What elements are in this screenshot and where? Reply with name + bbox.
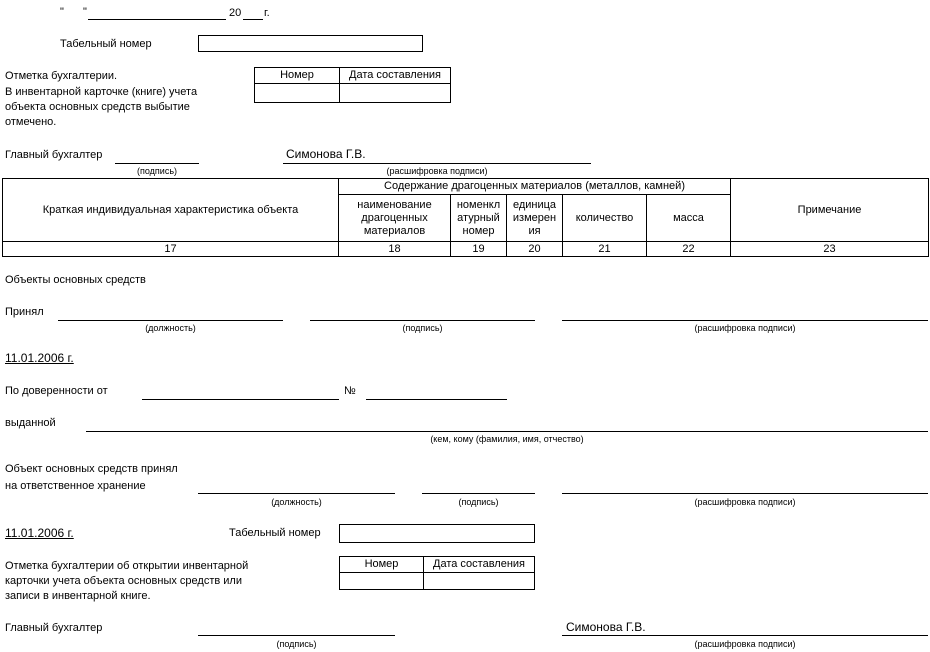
col-unit-line-2: измерен <box>512 211 557 224</box>
date-quote-open: " <box>60 6 64 18</box>
col-number-20: 20 <box>507 242 563 257</box>
custody-signature-line[interactable] <box>422 493 535 494</box>
accounting-mark-line-3: объекта основных средств выбытие <box>5 101 190 113</box>
date-quote-close: " <box>83 6 87 18</box>
col-nomencl-line-1: номенкл <box>456 198 501 211</box>
custody-decode-line[interactable] <box>562 493 928 494</box>
proxy-number-sign: № <box>344 385 356 397</box>
decode-caption: (расшифровка подписи) <box>694 497 796 507</box>
date-year-prefix: 20 <box>229 7 242 19</box>
signature-caption: (подпись) <box>136 166 178 176</box>
col-unit-line-3: ия <box>528 224 541 237</box>
col-unit-line-1: единица <box>512 198 557 211</box>
col-name-header <box>339 195 451 242</box>
custody-date: 11.01.2006 г. <box>5 526 74 540</box>
col-mass-header: масса <box>647 195 731 242</box>
decode-caption: (расшифровка подписи) <box>386 166 488 176</box>
custody-position-line[interactable] <box>198 493 395 494</box>
chief-accountant-decode-line[interactable] <box>283 163 591 164</box>
signature-caption: (подпись) <box>276 639 317 649</box>
accepted-signature-line[interactable] <box>310 320 535 321</box>
chief-accountant-2-name: Симонова Г.В. <box>566 620 646 634</box>
opening-mark-table <box>339 556 535 590</box>
decode-caption: (расшифровка подписи) <box>694 639 796 649</box>
issued-line[interactable] <box>86 431 928 432</box>
col-note-header: Примечание <box>731 179 929 242</box>
accepted-decode-line[interactable] <box>562 320 928 321</box>
header-date: Дата составления <box>340 68 451 84</box>
col-name-line-2: драгоценных <box>361 211 428 224</box>
tab-number-field[interactable] <box>198 35 423 52</box>
precious-materials-table <box>2 178 929 257</box>
issued-caption: (кем, кому (фамилия, имя, отчество) <box>430 434 584 444</box>
proxy-date-line[interactable] <box>142 399 339 400</box>
date-year-line[interactable] <box>243 19 263 20</box>
accepted-label: Принял <box>5 306 44 318</box>
col-nomencl-line-3: номер <box>462 224 495 237</box>
cell-number[interactable] <box>340 573 424 590</box>
chief-accountant-2-label: Главный бухгалтер <box>5 622 103 634</box>
accepted-position-line[interactable] <box>58 320 283 321</box>
cell-date[interactable] <box>340 84 451 103</box>
signature-caption: (подпись) <box>402 323 443 333</box>
cell-number[interactable] <box>255 84 340 103</box>
accounting-mark-line-2: В инвентарной карточке (книге) учета <box>5 86 198 98</box>
custody-line-2: на ответственное хранение <box>5 480 146 492</box>
accounting-mark-table <box>254 67 451 103</box>
position-caption: (должность) <box>145 323 196 333</box>
chief-accountant-2-signature-line[interactable] <box>198 635 395 636</box>
custody-tab-number-field[interactable] <box>339 524 535 543</box>
col-qty-header: количество <box>563 195 647 242</box>
col-number-23: 23 <box>731 242 929 257</box>
col-unit-header <box>507 195 563 242</box>
col-name-line-3: материалов <box>363 224 426 237</box>
chief-accountant-signature-line[interactable] <box>115 163 199 164</box>
group-header: Содержание драгоценных материалов (металлов, камней) <box>339 179 731 195</box>
header-number: Номер <box>255 68 340 84</box>
fixed-assets-title: Объекты основных средств <box>5 274 146 286</box>
issued-label: выданной <box>5 417 56 429</box>
opening-mark-line-2: карточки учета объекта основных средств или <box>5 575 242 587</box>
custody-line-1: Объект основных средств принял <box>5 463 178 475</box>
col-number-17: 17 <box>3 242 339 257</box>
custody-tab-number-label: Табельный номер <box>229 527 321 539</box>
date-day-month-line[interactable] <box>88 19 226 20</box>
col-name-line-1: наименование <box>357 198 432 211</box>
col-number-18: 18 <box>339 242 451 257</box>
col-nomencl-header <box>451 195 507 242</box>
date-year-suffix: г. <box>264 7 270 19</box>
position-caption: (должность) <box>271 497 322 507</box>
accounting-mark-line-1: Отметка бухгалтерии. <box>5 70 118 82</box>
accepted-date: 11.01.2006 г. <box>5 351 74 365</box>
chief-accountant-label: Главный бухгалтер <box>5 149 103 161</box>
col-object-header: Краткая индивидуальная характеристика объекта <box>3 179 339 242</box>
col-number-19: 19 <box>451 242 507 257</box>
decode-caption: (расшифровка подписи) <box>694 323 796 333</box>
accounting-mark-line-4: отмечено. <box>5 116 57 128</box>
proxy-number-line[interactable] <box>366 399 507 400</box>
signature-caption: (подпись) <box>458 497 499 507</box>
opening-mark-line-1: Отметка бухгалтерии об открытии инвентарной <box>5 560 249 572</box>
header-date: Дата составления <box>424 557 535 573</box>
header-number: Номер <box>340 557 424 573</box>
opening-mark-line-3: записи в инвентарной книге. <box>5 590 151 602</box>
chief-accountant-2-decode-line[interactable] <box>562 635 928 636</box>
col-number-21: 21 <box>563 242 647 257</box>
proxy-label: По доверенности от <box>5 385 108 397</box>
tab-number-label: Табельный номер <box>60 38 152 50</box>
col-number-22: 22 <box>647 242 731 257</box>
col-nomencl-line-2: атурный <box>457 211 500 224</box>
chief-accountant-name: Симонова Г.В. <box>286 147 366 161</box>
cell-date[interactable] <box>424 573 535 590</box>
